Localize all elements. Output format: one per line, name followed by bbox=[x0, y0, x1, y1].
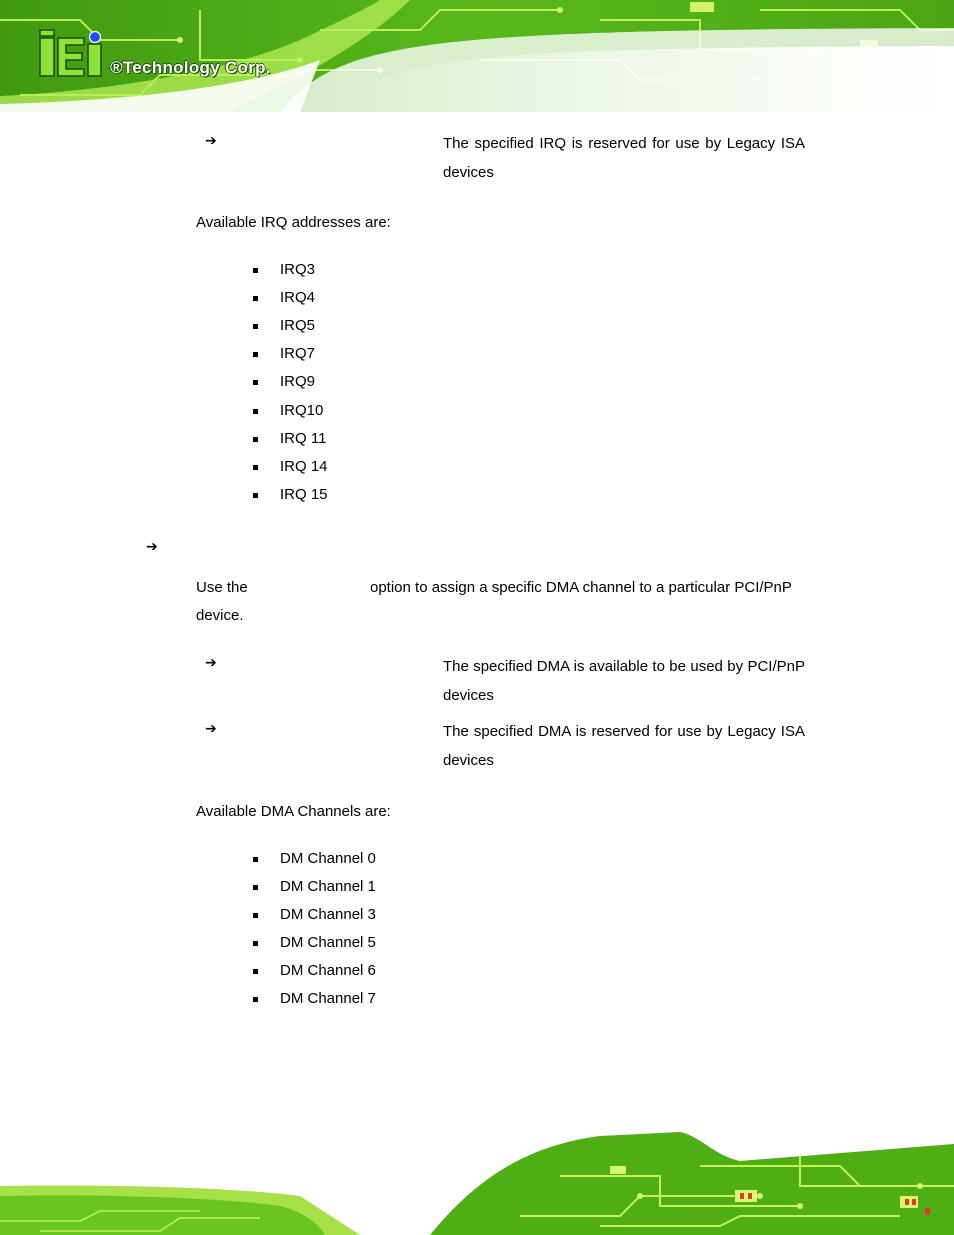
list-item: IRQ10 bbox=[280, 402, 324, 419]
bullet-icon bbox=[253, 296, 258, 301]
list-item: DM Channel 5 bbox=[280, 934, 376, 951]
dma-channels-intro: Available DMA Channels are: bbox=[196, 803, 391, 820]
list-item: IRQ3 bbox=[280, 261, 316, 278]
bullet-icon bbox=[253, 941, 258, 946]
irq-reserved-description: The specified IRQ is reserved for use by Legacy ISA devices bbox=[443, 135, 805, 181]
list-item: DM Channel 6 bbox=[280, 962, 376, 979]
bullet-icon bbox=[253, 409, 258, 414]
dma-available-description: The specified DMA is available to be used by PCI/PnP devices bbox=[443, 658, 805, 704]
bullet-icon bbox=[253, 493, 258, 498]
option-arrow-icon: ➔ bbox=[205, 654, 217, 670]
page-footer bbox=[0, 1126, 954, 1235]
list-item: IRQ9 bbox=[280, 373, 316, 390]
bullet-icon bbox=[253, 437, 258, 442]
list-item: IRQ 15 bbox=[280, 486, 328, 503]
circuit-board-banner bbox=[0, 0, 954, 112]
list-item: IRQ 11 bbox=[280, 430, 327, 447]
dma-reserved-description: The specified DMA is reserved for use by Legacy ISA devices bbox=[443, 723, 805, 769]
circuit-board-footer bbox=[0, 1126, 954, 1235]
list-item: IRQ 14 bbox=[280, 458, 328, 475]
dma-intro-line2: device. bbox=[196, 607, 244, 624]
bullet-icon bbox=[253, 465, 258, 470]
bullet-icon bbox=[253, 885, 258, 890]
bullet-icon bbox=[253, 268, 258, 273]
bullet-icon bbox=[253, 913, 258, 918]
list-item: DM Channel 3 bbox=[280, 906, 376, 923]
bullet-icon bbox=[253, 857, 258, 862]
dma-intro-end: option to assign a specific DMA channel to a particular PCI/PnP bbox=[370, 579, 792, 596]
list-item: IRQ5 bbox=[280, 317, 316, 334]
option-arrow-icon: ➔ bbox=[205, 720, 217, 736]
page-header bbox=[0, 0, 954, 112]
list-item: IRQ7 bbox=[280, 345, 316, 362]
list-item: IRQ4 bbox=[280, 289, 316, 306]
list-item: DM Channel 7 bbox=[280, 990, 376, 1007]
bullet-icon bbox=[253, 997, 258, 1002]
bullet-icon bbox=[253, 324, 258, 329]
bullet-icon bbox=[253, 352, 258, 357]
irq-intro: Available IRQ addresses are: bbox=[196, 214, 391, 231]
bullet-icon bbox=[253, 380, 258, 385]
bullet-icon bbox=[253, 969, 258, 974]
dma-intro-start: Use the bbox=[196, 579, 248, 596]
section-arrow-icon: ➔ bbox=[146, 538, 158, 554]
list-item: DM Channel 1 bbox=[280, 878, 376, 895]
company-name: ®Technology Corp. bbox=[110, 58, 271, 77]
option-arrow-icon: ➔ bbox=[205, 132, 217, 148]
list-item: DM Channel 0 bbox=[280, 850, 376, 867]
